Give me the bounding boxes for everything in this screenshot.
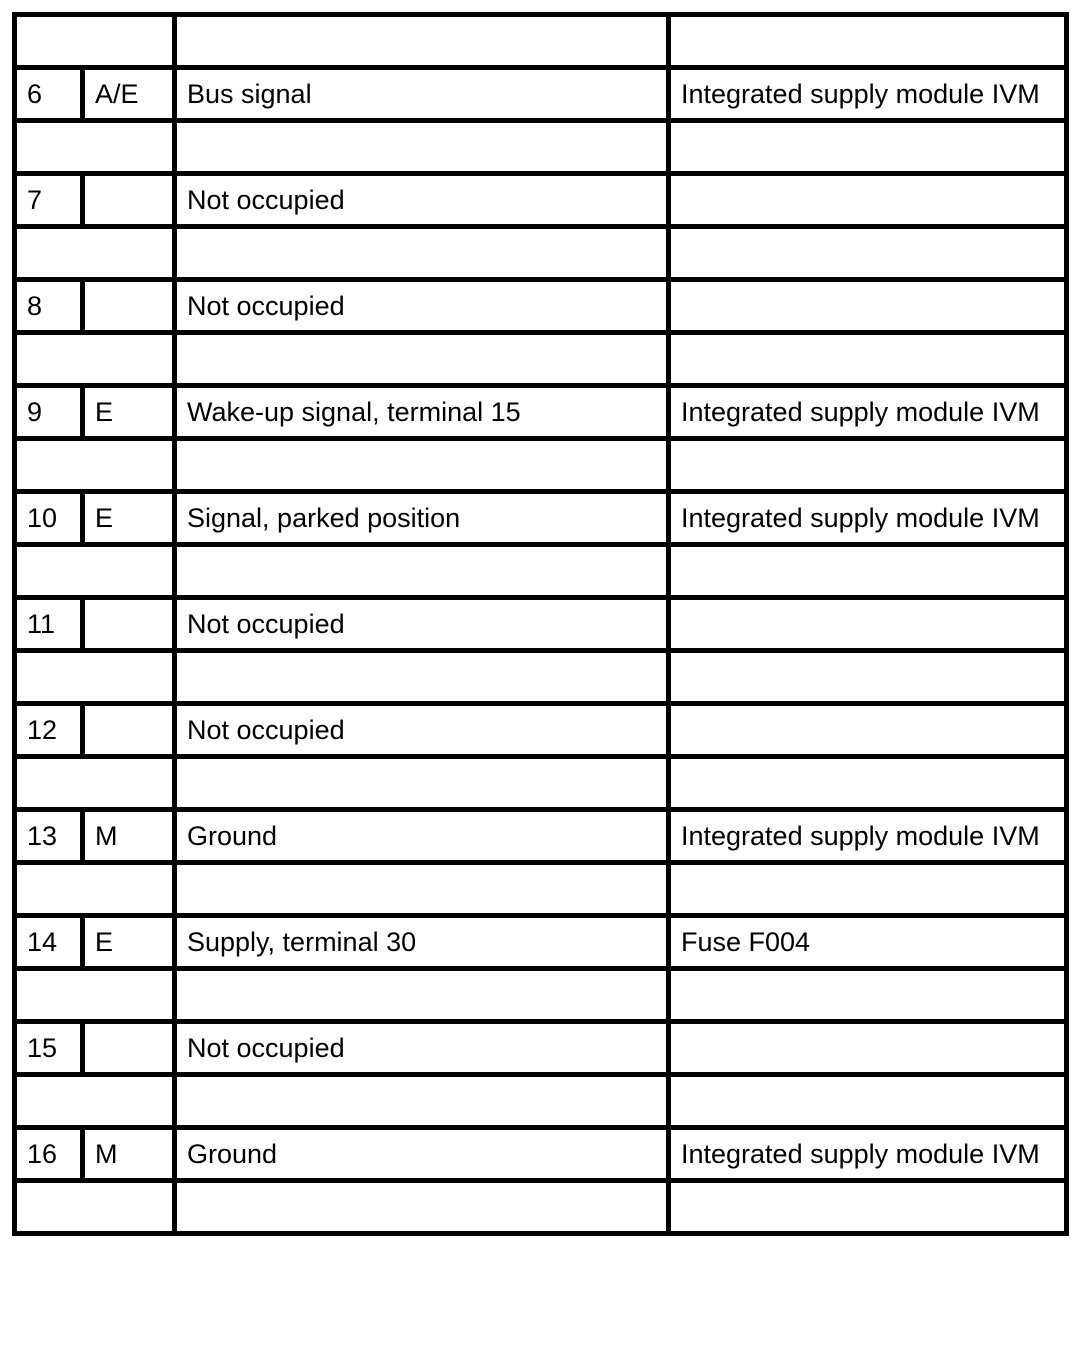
connection-cell: Integrated supply module IVM [669,68,1067,121]
table-row [15,704,1067,757]
empty-cell [175,439,669,492]
pin-number-cell: 7 [15,174,83,227]
empty-cell [669,757,1067,810]
spacer-row [15,227,1067,280]
empty-cell [175,863,669,916]
empty-cell [15,121,175,174]
empty-cell [175,227,669,280]
pin-table-body [15,15,1067,1234]
empty-cell [669,651,1067,704]
connection-cell: Integrated supply module IVM [669,492,1067,545]
signal-type-cell: M [83,1128,175,1181]
empty-cell [669,1181,1067,1234]
empty-cell [175,651,669,704]
empty-cell [15,863,175,916]
connection-cell: Integrated supply module IVM [669,386,1067,439]
empty-cell [669,969,1067,1022]
description-cell: Supply, terminal 30 [175,916,669,969]
connection-cell [669,704,1067,757]
signal-type-cell: M [83,810,175,863]
connection-cell [669,174,1067,227]
description-cell: Not occupied [175,174,669,227]
signal-type-cell: E [83,492,175,545]
empty-cell [15,651,175,704]
empty-cell [175,1181,669,1234]
connection-cell: Fuse F004 [669,916,1067,969]
empty-cell [669,439,1067,492]
empty-cell [669,863,1067,916]
table-row [15,280,1067,333]
empty-cell [15,333,175,386]
spacer-row [15,439,1067,492]
pin-number-cell: 9 [15,386,83,439]
empty-cell [15,227,175,280]
empty-cell [15,545,175,598]
signal-type-cell: E [83,386,175,439]
signal-type-cell [83,280,175,333]
spacer-row [15,15,1067,68]
spacer-row [15,651,1067,704]
spacer-row [15,121,1067,174]
empty-cell [175,545,669,598]
signal-type-cell: A/E [83,68,175,121]
spacer-row [15,1181,1067,1234]
table-row [15,598,1067,651]
description-cell: Signal, parked position [175,492,669,545]
table-row [15,916,1067,969]
connection-cell [669,1022,1067,1075]
pin-number-cell: 6 [15,68,83,121]
empty-cell [175,757,669,810]
table-row [15,68,1067,121]
empty-cell [669,121,1067,174]
empty-cell [669,545,1067,598]
table-row [15,1128,1067,1181]
pin-number-cell: 8 [15,280,83,333]
description-cell: Not occupied [175,1022,669,1075]
description-cell: Ground [175,1128,669,1181]
empty-cell [15,1181,175,1234]
pin-number-cell: 11 [15,598,83,651]
empty-cell [175,333,669,386]
table-row [15,810,1067,863]
table-row [15,174,1067,227]
table-row [15,1022,1067,1075]
description-cell: Ground [175,810,669,863]
connection-cell [669,598,1067,651]
empty-cell [669,1075,1067,1128]
table-row [15,386,1067,439]
signal-type-cell [83,704,175,757]
description-cell: Wake-up signal, terminal 15 [175,386,669,439]
signal-type-cell [83,1022,175,1075]
description-cell: Not occupied [175,280,669,333]
empty-cell [15,439,175,492]
empty-cell [15,969,175,1022]
signal-type-cell [83,174,175,227]
spacer-row [15,545,1067,598]
pin-number-cell: 13 [15,810,83,863]
description-cell: Not occupied [175,704,669,757]
spacer-row [15,863,1067,916]
table-row [15,492,1067,545]
spacer-row [15,757,1067,810]
spacer-row [15,1075,1067,1128]
empty-cell [669,333,1067,386]
pin-number-cell: 16 [15,1128,83,1181]
empty-cell [15,757,175,810]
description-cell: Bus signal [175,68,669,121]
empty-cell [175,969,669,1022]
signal-type-cell: E [83,916,175,969]
empty-cell [175,121,669,174]
empty-cell [15,15,175,68]
empty-cell [669,15,1067,68]
empty-cell [175,1075,669,1128]
spacer-row [15,969,1067,1022]
pin-number-cell: 12 [15,704,83,757]
spacer-row [15,333,1067,386]
empty-cell [669,227,1067,280]
pin-number-cell: 10 [15,492,83,545]
connection-cell [669,280,1067,333]
connection-cell: Integrated supply module IVM [669,810,1067,863]
pin-number-cell: 14 [15,916,83,969]
description-cell: Not occupied [175,598,669,651]
signal-type-cell [83,598,175,651]
connection-cell: Integrated supply module IVM [669,1128,1067,1181]
empty-cell [175,15,669,68]
empty-cell [15,1075,175,1128]
pin-assignment-table [12,12,1069,1236]
pin-number-cell: 15 [15,1022,83,1075]
